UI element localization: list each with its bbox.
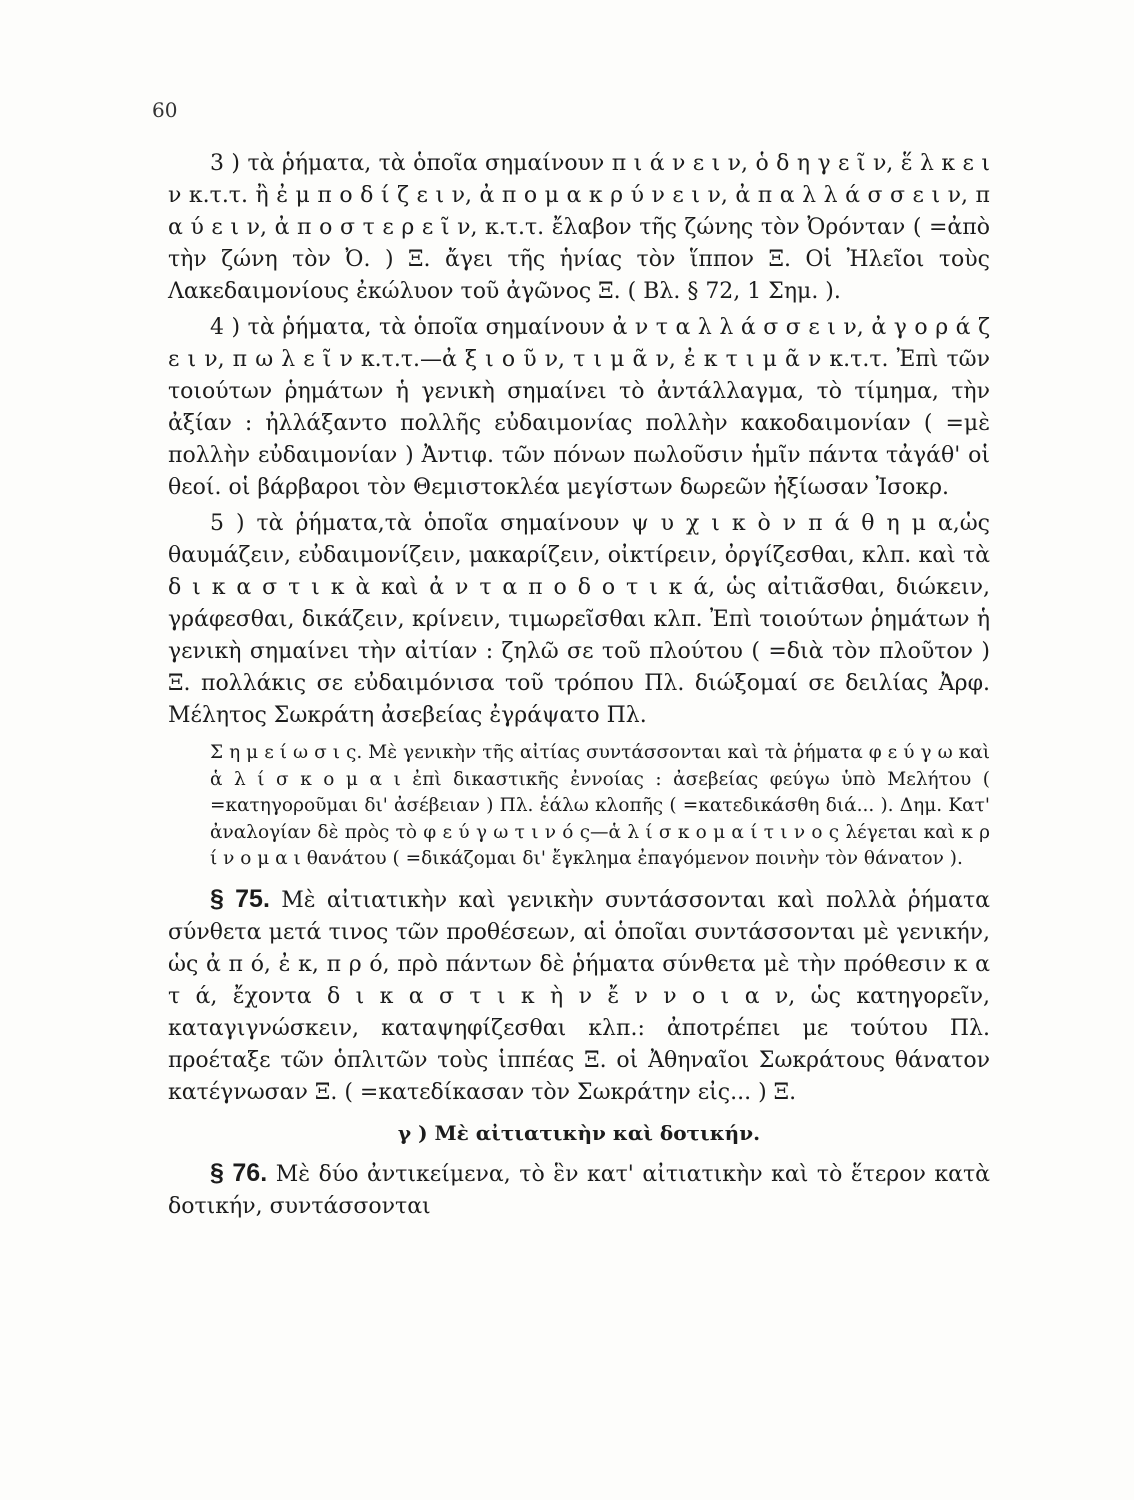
section-75	[168, 883, 990, 1109]
section-75-text: Μὲ αἰτιατικὴν καὶ γενικὴν συντάσσονται καὶ πολλὰ ῥήματα σύνθετα μετά τινος τῶν προθέσεων, αἱ ὁποῖαι συντάσσονται μὲ γενικήν, ὡς ἀ π ό, ἐ κ, π ρ ό, πρὸ πάντων δὲ ῥήματα σύνθετα μὲ τὴν πρόθεσιν κ α τ ά, ἔχοντα δ ι κ α σ τ ι κ ὴ ν ἔ ν ν ο ι α ν, ὡς κατηγορεῖν, καταγιγνώσκειν, καταψηφίζεσθαι κλπ.: ἀποτρέπει με τούτου Πλ. προέταξε τῶν ὁπλιτῶν τοὺς ἱππέας Ξ. οἱ Ἀθηναῖοι Σωκράτους θάνατον κατέγνωσαν Ξ. ( =κατεδίκασαν τὸν Σωκράτην εἰς... ) Ξ.	[168, 887, 990, 1105]
subheading-c: γ ) Μὲ αἰτιατικὴν καὶ δοτικήν.	[397, 1120, 761, 1145]
paragraph-4-text: 4 ) τὰ ῥήματα, τὰ ὁποῖα σημαίνουν ἀ ν τ α λ λ ά σ σ ε ι ν, ἀ γ ο ρ ά ζ ε ι ν, π ω λ ε ῖ ν κ.τ.τ.—ἀ ξ ι ο ῦ ν, τ ι μ ᾶ ν, ἐ κ τ ι μ ᾶ ν κ.τ.τ. Ἐπὶ τῶν τοιούτων ῥημάτων ἡ γενικὴ σημαίνει τὸ ἀντάλλαγμα, τὸ τίμημα, τὴν ἀξίαν : ἠλλάξαντο πολλῆς εὐδαιμονίας πολλὴν κακοδαιμονίαν ( =μὲ πολλὴν εὐδαιμονίαν ) Ἀντιφ. τῶν πόνων πωλοῦσιν ἡμῖν πάντα τἀγάθ' οἱ θεοί. οἱ βάρβαροι τὸν Θεμιστοκλέα μεγίστων δωρεῶν ἠξίωσαν Ἰσοκρ.	[168, 315, 990, 500]
page-number: 60	[152, 98, 178, 122]
page-body	[168, 148, 990, 1227]
section-76-number: § 76.	[210, 1158, 268, 1187]
section-75-number: § 75.	[210, 884, 270, 913]
paragraph-3	[168, 148, 990, 308]
paragraph-3-text: 3 ) τὰ ῥήματα, τὰ ὁποῖα σημαίνουν π ι ά ν ε ι ν, ὁ δ η γ ε ῖ ν, ἕ λ κ ε ι ν κ.τ.τ. ἢ ἐ μ π ο δ ί ζ ε ι ν, ἀ π ο μ α κ ρ ύ ν ε ι ν, ἀ π α λ λ ά σ σ ε ι ν, π α ύ ε ι ν, ἀ π ο σ τ ε ρ ε ῖ ν, κ.τ.τ. ἔλαβον τῆς ζώνης τὸν Ὀρόνταν ( =ἀπὸ τὴν ζώνη τὸν Ὀ. ) Ξ. ἄγει τῆς ἡνίας τὸν ἵππον Ξ. Οἱ Ἠλεῖοι τοὺς Λακεδαιμονίους ἐκώλυον τοῦ ἀγῶνος Ξ. ( Βλ. § 72, 1 Σημ. ).	[168, 151, 990, 304]
paragraph-5	[168, 508, 990, 732]
paragraph-4	[168, 312, 990, 504]
section-76	[168, 1157, 990, 1223]
paragraph-5-text: 5 ) τὰ ῥήματα,τὰ ὁποῖα σημαίνουν ψ υ χ ι κ ὸ ν π ά θ η μ α,ὡς θαυμάζειν, εὐδαιμονίζειν, μακαρίζειν, οἰκτίρειν, ὀργίζεσθαι, κλπ. καὶ τὰ δ ι κ α σ τ ι κ ὰ καὶ ἀ ν τ α π ο δ ο τ ι κ ά, ὡς αἰτιᾶσθαι, διώκειν, γράφεσθαι, δικάζειν, κρίνειν, τιμωρεῖσθαι κλπ. Ἐπὶ τοιούτων ῥημάτων ἡ γενικὴ σημαίνει τὴν αἰτίαν : ζηλῶ σε τοῦ πλούτου ( =διὰ τὸν πλοῦτον ) Ξ. πολλάκις σε εὐδαιμόνισα τοῦ τρόπου Πλ. διώξομαί σε δειλίας Ἀρφ. Μέλητος Σωκράτη ἀσεβείας ἐγράψατο Πλ.	[168, 511, 990, 728]
note-paragraph: Σ η μ ε ί ω σ ι ς. Μὲ γενικὴν τῆς αἰτίας συντάσσονται καὶ τὰ ῥήματα φ ε ύ γ ω καὶ ἁ λ ί σ κ ο μ α ι ἐπὶ δικαστικῆς ἐννοίας : ἀσεβείας φεύγω ὑπὸ Μελήτου ( =κατηγοροῦμαι δι' ἀσέβειαν ) Πλ. ἑάλω κλοπῆς ( =κατεδικάσθη διά... ). Δημ. Κατ' ἀναλογίαν δὲ πρὸς τὸ φ ε ύ γ ω τ ι ν ό ς—ἁ λ ί σ κ ο μ α ί τ ι ν ο ς λέγεται καὶ κ ρ ί ν ο μ α ι θανάτου ( =δικάζομαι δι' ἔγκλημα ἐπαγόμενον ποινὴν τὸν θάνατον ).	[210, 742, 990, 869]
section-76-text: Μὲ δύο ἀντικείμενα, τὸ ἓν κατ' αἰτιατικὴν καὶ τὸ ἕτερον κατὰ δοτικήν, συντάσσονται	[168, 1161, 991, 1219]
